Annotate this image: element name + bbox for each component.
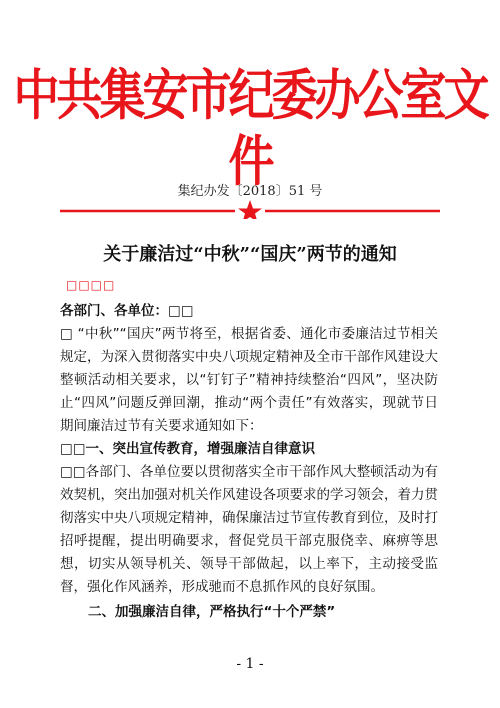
- section-1-heading: □□一、突出宣传教育，增强廉洁自律意识: [60, 441, 316, 457]
- glyph-row: □□□□: [66, 278, 116, 292]
- notice-title: 关于廉洁过“中秋”“国庆”两节的通知: [103, 244, 397, 265]
- document-number: 集纪办发〔2018〕51 号: [177, 184, 323, 199]
- page-number: - 1 -: [236, 656, 264, 672]
- notice-body: [60, 300, 438, 624]
- masthead-title: 中共集安市纪委办公室文件: [13, 63, 487, 193]
- intro-paragraph: □ “中秋”“国庆”两节将至，根据省委、通化市委廉洁过节相关规定，为深入贯彻落实中央八项规定精神及全市干部作风建设大整顿活动相关要求，以“钉钉子”精神持续整治“四风”，坚决防止“四风”问题反弹回潮，推动“两个责任”有效落实，现就节日期间廉洁过节有关要求通知如下：: [60, 326, 438, 434]
- section-2-heading: 二、加强廉洁自律，严格执行“十个严禁”: [88, 604, 336, 620]
- section-1-paragraph: □□各部门、各单位要以贯彻落实全市干部作风大整顿活动为有效契机，突出加强对机关作风建设各项要求的学习领会，着力贯彻落实中央八项规定精神，确保廉洁过节宣传教育到位，及时打招呼提醒，提出明确要求，督促党员干部克服侥幸、麻痹等思想，切实从领导机关、领导干部做起，以上率下，主动接受监督，强化作风涵养，形成驰而不息抓作风的良好氛围。: [60, 464, 438, 595]
- salutation: 各部门、各单位：□□: [60, 303, 194, 319]
- star-icon: [238, 200, 262, 219]
- red-divider: [60, 199, 440, 219]
